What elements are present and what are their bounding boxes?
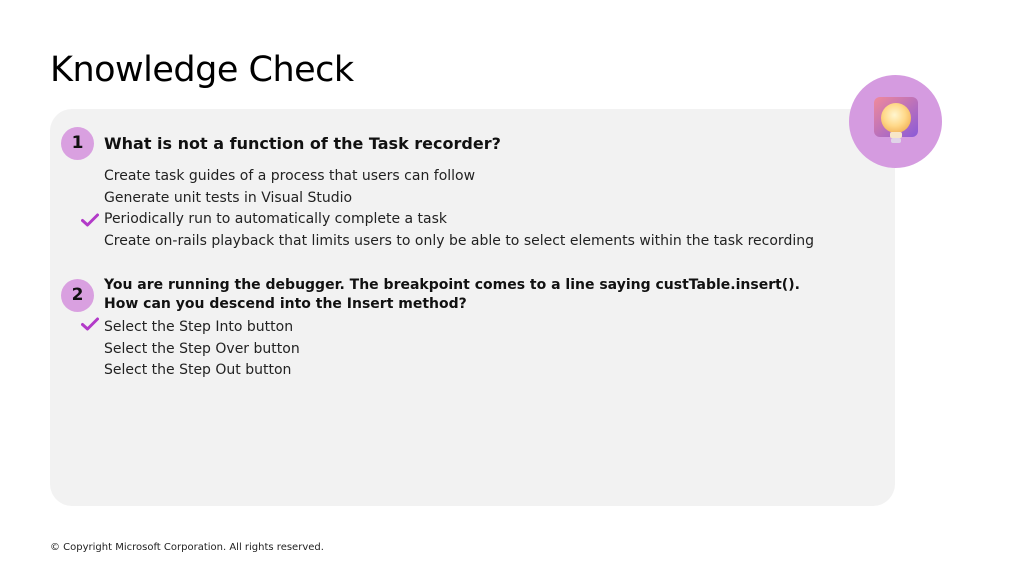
q1-option-1: Create task guides of a process that users can follow (104, 168, 476, 184)
question-number-1: 1 (61, 127, 94, 160)
q2-option-2: Select the Step Over button (104, 341, 300, 357)
q1-option-2: Generate unit tests in Visual Studio (104, 190, 353, 206)
q2-option-1-check-icon (81, 317, 99, 331)
q1-option-3: Periodically run to automatically complete a task (104, 211, 448, 227)
page-title: Knowledge Check (50, 50, 354, 90)
question-2-text: You are running the debugger. The breakpoint comes to a line saying custTable.insert(). How can you descend into the Insert method? (104, 277, 800, 312)
q2-option-3: Select the Step Out button (104, 362, 292, 378)
question-1-text: What is not a function of the Task recorder? (104, 134, 501, 153)
q1-option-3-check-icon (81, 213, 99, 227)
q1-option-4: Create on-rails playback that limits users to only be able to select elements within the task recording (104, 233, 814, 249)
lightbulb-icon (871, 95, 921, 149)
idea-badge (849, 75, 942, 168)
q2-option-1: Select the Step Into button (104, 319, 294, 335)
question-number-2: 2 (61, 279, 94, 312)
copyright-footer: © Copyright Microsoft Corporation. All rights reserved. (50, 542, 324, 553)
